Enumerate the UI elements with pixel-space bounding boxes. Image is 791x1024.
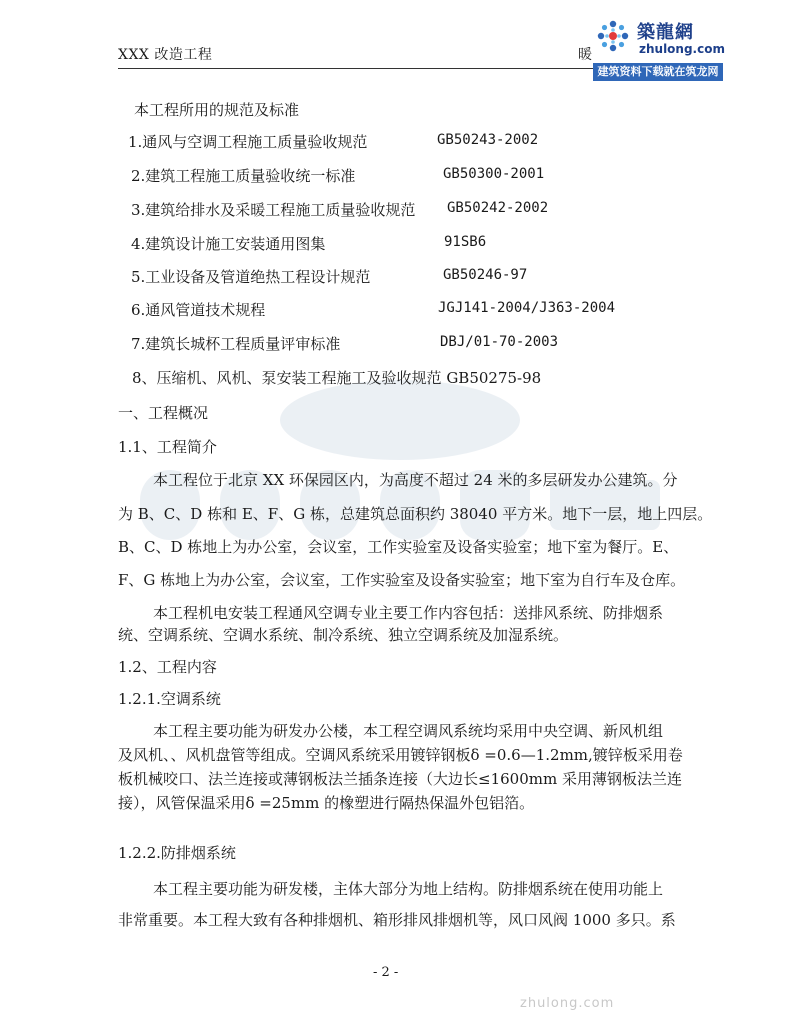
paragraph-line: 非常重要。本工程大致有各种排烟机、箱形排风排烟机等，风口风阀 1000 多只。系	[118, 911, 676, 929]
paragraph-line: 为 B、C、D 栋和 E、F、G 栋，总建筑总面积约 38040 平方米。地下一层，地上四层。	[118, 505, 713, 523]
standard-name: 6.通风管道技术规程	[131, 301, 266, 319]
standard-code: GB50243-2002	[437, 132, 539, 148]
header-project-title: XXX 改造工程	[118, 47, 213, 63]
standard-name: 8、压缩机、风机、泵安装工程施工及验收规范 GB50275-98	[132, 369, 542, 387]
standard-name: 1.通风与空调工程施工质量验收规范	[128, 133, 368, 151]
standard-name: 4.建筑设计施工安装通用图集	[131, 235, 326, 253]
paragraph-line: F、G 栋地上为办公室，会议室，工作实验室及设备实验室；地下室为自行车及仓库。	[118, 571, 686, 589]
standard-code: GB50300-2001	[443, 166, 545, 182]
header-rule	[118, 68, 670, 69]
logo-name-cn: 築龍網	[637, 22, 694, 43]
paragraph-line: 本工程主要功能为研发办公楼，本工程空调风系统均采用中央空调、新风机组	[153, 722, 664, 740]
section-heading: 一、工程概况	[118, 404, 209, 422]
subsection-heading: 1.2.1.空调系统	[118, 690, 221, 708]
standard-name: 3.建筑给排水及采暖工程施工质量验收规范	[131, 201, 416, 219]
standard-code: DBJ/01-70-2003	[440, 334, 559, 350]
subsection-heading: 1.1、工程简介	[118, 438, 217, 456]
footer-watermark: zhulong.com	[520, 996, 615, 1011]
logo-banner: 建筑资料下载就在筑龙网	[593, 63, 723, 81]
paragraph-line: 本工程位于北京 XX 环保园区内，为高度不超过 24 米的多层研发办公建筑。分	[153, 471, 678, 489]
paragraph-line: 本工程机电安装工程通风空调专业主要工作内容包括：送排风系统、防排烟系	[153, 604, 664, 622]
subsection-heading: 1.2.2.防排烟系统	[118, 844, 236, 862]
standards-title: 本工程所用的规范及标准	[134, 101, 300, 119]
header-section-label: 暖	[578, 47, 592, 63]
standard-name: 2.建筑工程施工质量验收统一标准	[131, 167, 356, 185]
paragraph-line: 及风机、、风机盘管等组成。空调风系统采用镀锌钢板δ =0.6—1.2mm,镀锌板采用卷	[118, 746, 683, 764]
paragraph-line: 板机械咬口、法兰连接或薄钢板法兰插条连接（大边长≤1600mm 采用薄钢板法兰连	[118, 770, 682, 788]
snowflake-logo-icon	[595, 18, 631, 54]
subsection-heading: 1.2、工程内容	[118, 658, 217, 676]
standard-code: GB50246-97	[443, 267, 528, 283]
standard-name: 5.工业设备及管道绝热工程设计规范	[131, 268, 371, 286]
zhulong-logo	[593, 14, 723, 82]
paragraph-line: 本工程主要功能为研发楼，主体大部分为地上结构。防排烟系统在使用功能上	[153, 880, 664, 898]
paragraph-line: 接），风管保温采用δ =25mm 的橡塑进行隔热保温外包铝箔。	[118, 794, 535, 812]
standard-code: JGJ141-2004/J363-2004	[438, 300, 616, 316]
standard-code: 91SB6	[444, 234, 487, 250]
page-number: - 2 -	[373, 965, 399, 980]
logo-domain: zhulong.com	[639, 42, 725, 56]
standard-code: GB50242-2002	[447, 200, 549, 216]
paragraph-line: B、C、D 栋地上为办公室，会议室，工作实验室及设备实验室；地下室为餐厅。E、	[118, 538, 679, 556]
paragraph-line: 统、空调系统、空调水系统、制冷系统、独立空调系统及加湿系统。	[118, 626, 569, 644]
standard-name: 7.建筑长城杯工程质量评审标准	[131, 335, 341, 353]
